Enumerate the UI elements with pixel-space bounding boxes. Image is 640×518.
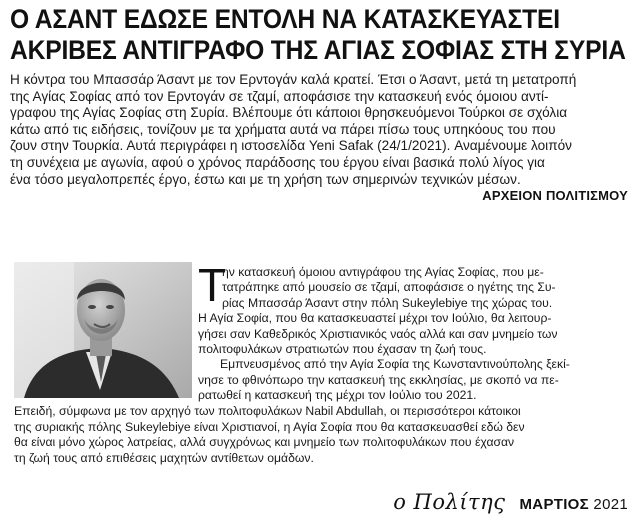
lead-paragraph [10, 72, 630, 188]
body-line: νησε το φθινόπωρο την κατασκευή της εκκλησίας, με σκοπό να πε- [198, 372, 559, 387]
issue-month: ΜΑΡΤΙΟΣ [519, 496, 589, 513]
lead-line: ένα τόσο μεγαλοπρεπές έργο, έστω και με τη χρήση των σημερινών τεχνικών μέσων. [10, 171, 521, 187]
body-line: θα είναι μόνο χώρος λατρείας, αλλά συγχρόνως και μνημείο των πολιτοφυλάκων που έχασαν [14, 435, 515, 449]
body-line: τη ζωή τους από επιθέσεις μαχητών αντίθετων ομάδων. [14, 450, 314, 465]
body-line: ρατωθεί η κατασκευή της μέχρι τον Ιούλιο του 2021. [198, 388, 477, 403]
lead-line: κάτω από τις ειδήσεις, τονίζουν με τα χρήματα αυτά να πάρει πίσω τους υπηκόους του που [10, 121, 556, 137]
drop-cap: Τ [198, 259, 227, 311]
body-line: της συριακής πόλης Sukeylebiye είναι Χριστιανοί, η Αγία Σοφία που θα κατασκευασθεί εδώ δεν [14, 419, 525, 434]
lead-line: Η κόντρα του Μπασσάρ Άσαντ με τον Ερντογάν καλά κρατεί. Έτσι ο Άσαντ, μετά τη μετατροπή [10, 72, 577, 87]
lead-line: ζουν στην Τουρκία. Αυτά περιγράφει η ιστοσελίδα Yeni Safak (24/1/2021). Αναμένουμε λοιπόν [10, 138, 572, 154]
body-line: ην κατασκευή όμοιου αντιγράφου της Αγίας Σοφίας, που με- [222, 265, 544, 279]
lead-line: γραφου της Αγίας Σοφίας στη Συρία. Βλέπουμε ότι κάποιοι θρησκευόμενοι Τούρκοι σε σχόλια [10, 105, 568, 121]
body-line: Η Αγία Σοφία, που θα κατασκευαστεί μέχρι τον Ιούλιο, θα λειτουρ- [198, 311, 552, 326]
body-line: Εμπνευσμένος από την Αγία Σοφία της Κωνσταντινούπολης ξεκί- [220, 357, 570, 372]
byline: ΑΡΧΕΙΟΝ ΠΟΛΙΤΙΣΜΟΥ [482, 188, 628, 204]
lead-line: τη συνέχεια με αγωνία, αφού ο χρόνος παράδοσης του έργου είναι βασικά πολύ λίγος για [10, 154, 545, 170]
footer [393, 490, 628, 514]
headline-line-2: ΑΚΡΙΒΕΣ ΑΝΤΙΓΡΑΦΟ ΤΗΣ ΑΓΙΑΣ ΣΟΦΙΑΣ ΣΤΗ ΣΥΡΙΑ [10, 35, 626, 65]
body-line: πολιτοφυλάκων στρατιωτών που έχασαν τη ζωή τους. [198, 342, 487, 357]
lead-line: της Αγίας Σοφίας από τον Ερντογάν σε τζαμί, αποφάσισε την κατασκευή ενός όμοιου αντί- [10, 88, 549, 104]
body-line: Επειδή, σύμφωνα με τον αρχηγό των πολιτοφυλάκων Nabil Abdullah, οι περισσότεροι κάτοικοι [14, 404, 521, 418]
body-line: τατράπηκε από μουσείο σε τζαμί, αποφάσισε ο ηγέτης της Συ- [222, 280, 556, 295]
headline [10, 0, 626, 66]
closing-paragraph [14, 404, 626, 466]
body-line: γήσει σαν Καθεδρικός Χριστιανικός ναός αλλά και σαν μνημείο των [198, 326, 558, 341]
body-column [198, 265, 626, 404]
body-line: ρίας Μπασσάρ Άσαντ στην πόλη Sukeylebiye της χώρας του. [222, 295, 553, 310]
portrait-photo [14, 262, 192, 398]
issue-year: 2021 [593, 496, 628, 513]
issue-date [520, 496, 628, 513]
publication-logo: ο Πολίτης [393, 490, 506, 514]
headline-line-1: Ο ΑΣΑΝΤ ΕΔΩΣΕ ΕΝΤΟΛΗ ΝΑ ΚΑΤΑΣΚΕΥΑΣΤΕΙ [10, 4, 560, 34]
portrait-image [14, 262, 192, 398]
